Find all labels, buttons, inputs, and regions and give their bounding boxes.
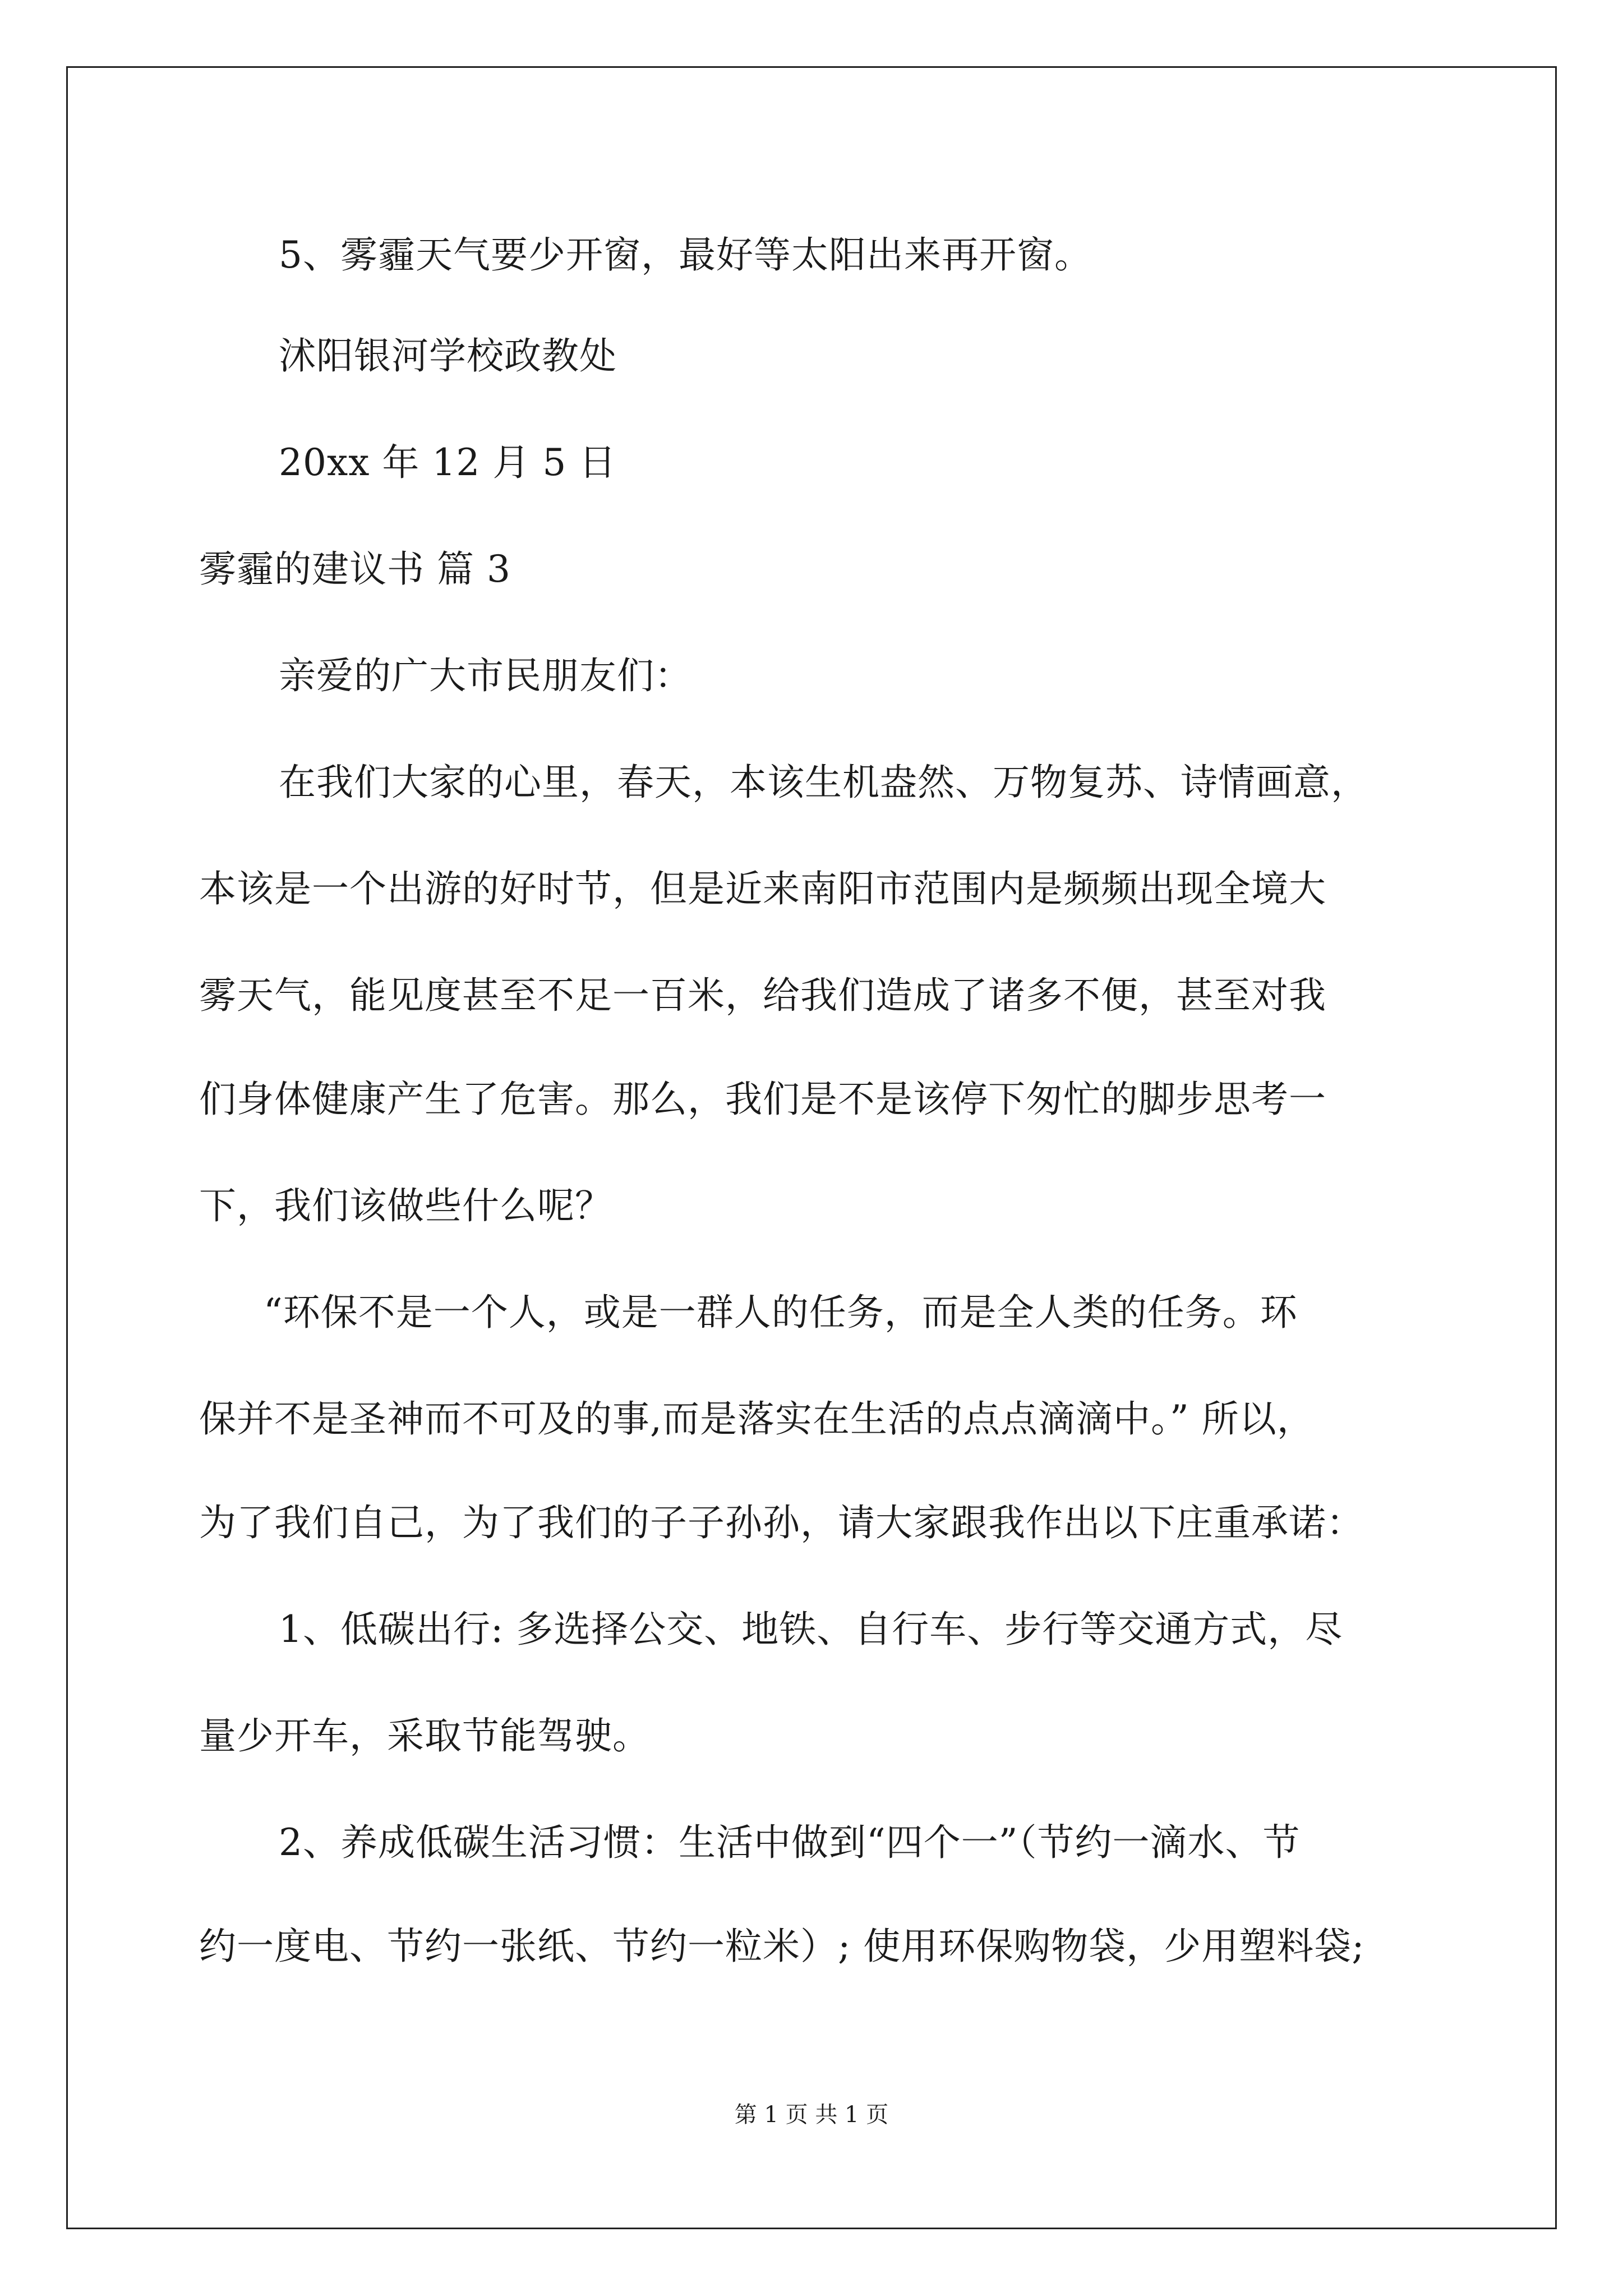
text-line-signature: 沭阳银河学校政教处 [279, 334, 617, 378]
paragraph-line: 为了我们自己，为了我们的子子孙孙，请大家跟我作出以下庄重承诺： [199, 1501, 1364, 1544]
page-footer: 第 1 页 共 1 页 [734, 2102, 889, 2128]
paragraph-line: 们身体健康产生了危害。那么，我们是不是该停下匆忙的脚步思考一 [199, 1078, 1326, 1121]
paragraph-line: 1、低碳出行: 多选择公交、地铁、自行车、步行等交通方式，尽 [279, 1608, 1343, 1651]
text-line-item-5: 5、雾霾天气要少开窗，最好等太阳出来再开窗。 [279, 233, 1092, 277]
paragraph-line: 2、养成低碳生活习惯：生活中做到“四个一”（节约一滴水、节 [279, 1821, 1301, 1864]
paragraph-line: 约一度电、节约一张纸、节约一粒米）; 使用环保购物袋，少用塑料袋; [199, 1925, 1365, 1968]
paragraph-line: 雾天气，能见度甚至不足一百米，给我们造成了诸多不便，甚至对我 [199, 974, 1326, 1017]
text-line-salutation: 亲爱的广大市民朋友们： [279, 654, 692, 697]
paragraph-line: 量少开车，采取节能驾驶。 [199, 1714, 650, 1757]
paragraph-line: 保并不是圣神而不可及的事,而是落实在生活的点点滴滴中。” 所以， [199, 1397, 1315, 1441]
paragraph-line: 本该是一个出游的好时节，但是近来南阳市范围内是频频出现全境大 [199, 867, 1326, 910]
section-heading: 雾霾的建议书 篇 3 [199, 547, 511, 591]
paragraph-line: 在我们大家的心里，春天，本该生机盎然、万物复苏、诗情画意， [279, 761, 1368, 804]
paragraph-line: 下，我们该做些什么呢？ [199, 1184, 612, 1227]
paragraph-line: “环保不是一个人，或是一群人的任务，而是全人类的任务。环 [264, 1291, 1298, 1334]
text-line-date: 20xx 年 12 月 5 日 [279, 441, 617, 484]
page-border [66, 66, 1557, 2229]
